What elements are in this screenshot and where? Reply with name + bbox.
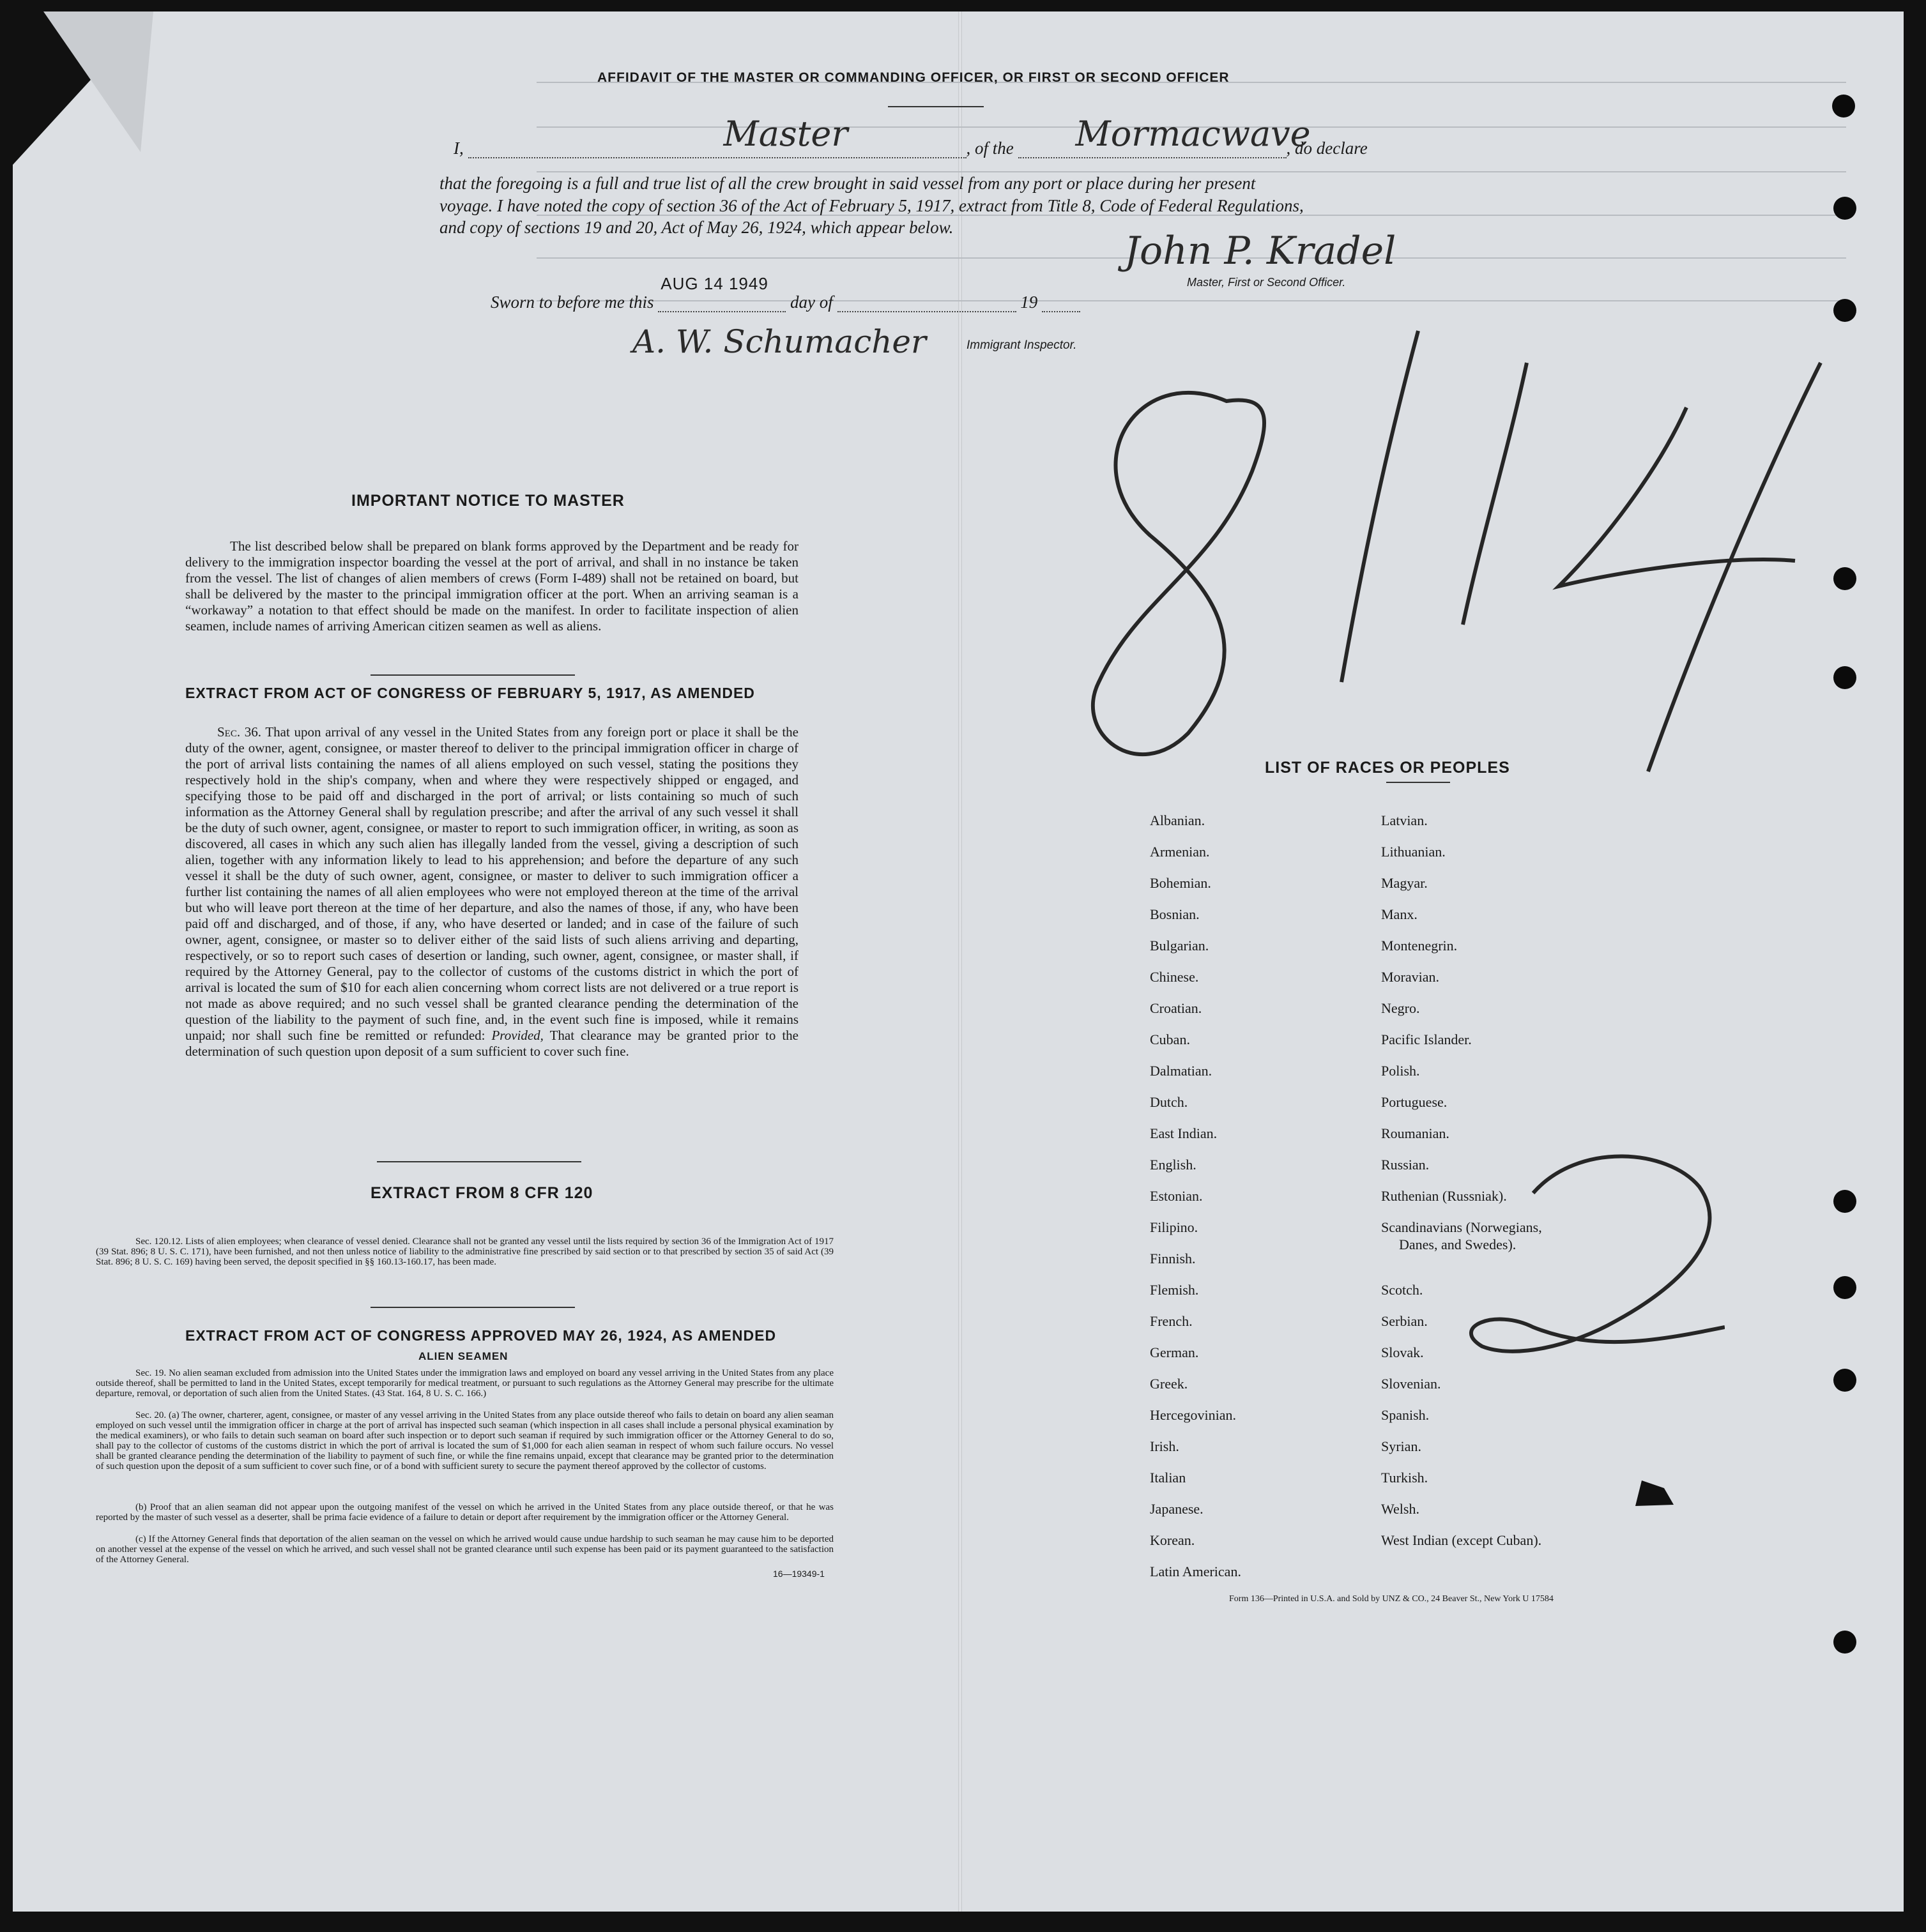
sec-36-text-end: That clearance may be granted prior to the determination of such question upon deposit of a sum sufficient to cover such fine. — [185, 1028, 799, 1059]
race-left-21: Italian — [1150, 1470, 1186, 1486]
race-right-4: Montenegrin. — [1381, 938, 1458, 954]
form-number: 16—19349-1 — [773, 1569, 825, 1579]
race-left-2: Bohemian. — [1150, 875, 1211, 891]
race-left-8: Dalmatian. — [1150, 1063, 1212, 1079]
declaration-line-2: that the foregoing is a full and true list of all the crew brought in said vessel from any port or place during her present — [439, 174, 1256, 193]
sworn-line — [491, 274, 1080, 312]
binder-hole — [1833, 299, 1856, 322]
races-title-underline — [1386, 782, 1450, 783]
alien-seamen-subtitle: ALIEN SEAMEN — [418, 1350, 508, 1362]
binder-hole — [1833, 1631, 1856, 1654]
sworn-month-field — [837, 293, 1016, 312]
sworn-year-field — [1042, 293, 1080, 312]
race-right-15: Scotch. — [1381, 1282, 1423, 1298]
ink-blot — [1629, 1474, 1680, 1512]
race-right-20: Syrian. — [1381, 1438, 1421, 1454]
affidavit-title: AFFIDAVIT OF THE MASTER OR COMMANDING OFFICER, OR FIRST OR SECOND OFFICER — [597, 70, 1230, 85]
date-stamp: AUG 14 1949 — [661, 274, 768, 293]
race-right-8: Polish. — [1381, 1063, 1420, 1079]
sec-36-text: That upon arrival of any vessel in the United States from any foreign port or place it shall be the duty of the owner, agent, consignee, or master thereof to deliver to the principal immigration officer in charge of the port of arrival lists containing the names of all aliens employed on such vessel, stating the positions they respectively hold in the ship's company, when and where they were respectively shipped or engaged, and specifying those to be paid off and discharged in the port of arrival; or lists containing so much of such information as the Attorney General shall by regulation prescribe; and after the arrival of any such vessel it shall be the duty of such owner, agent, consignee, or master to report to such immigration officer, in writing, as soon as discovered, all cases in which any such alien has illegally landed from the vessel, giving a description of such alien, together with any information likely to lead to his apprehension; and before the departure of any such vessel it shall be the duty of such owner, agent, consignee, or master to deliver to such immigration officer a further list containing the names of all alien employees who were not employed thereon at the time of the arrival but who will leave port thereon at the time of her departure, and also the names of those, if any, who have been paid off and discharged, and of those, if any, who have deserted or landed; and in case of the failure of such owner, agent, consignee, or master so to deliver either of the said lists of such aliens arriving and departing, respectively, or so to report such cases of desertion or landing, such owner, agent, consignee, or master shall, if required by the Attorney General, pay to the collector of customs of the customs district in which the port of arrival is located the sum of $10 for each alien concerning whom correct lists are not delivered or a true report is not made as above required; and no such vessel shall be granted clearance pending the determination of the question of the liability to the payment of such fine, and, in the event such fine is imposed, while it remains unpaid; nor shall such fine be remitted or refunded: — [185, 724, 799, 1043]
race-left-18: Greek. — [1150, 1376, 1188, 1392]
race-left-4: Bulgarian. — [1150, 938, 1209, 954]
race-right-10: Roumanian. — [1381, 1125, 1449, 1141]
race-right-6: Negro. — [1381, 1000, 1420, 1016]
race-left-22: Japanese. — [1150, 1501, 1204, 1517]
binder-hole — [1833, 1190, 1856, 1213]
inspector-caption: Immigrant Inspector. — [967, 338, 1077, 352]
race-right-18: Slovenian. — [1381, 1376, 1441, 1392]
officer-handwriting: Master — [723, 114, 848, 154]
race-left-5: Chinese. — [1150, 969, 1199, 985]
sec-19-paragraph: Sec. 19. No alien seaman excluded from admission into the United States under the immigration laws and employed on board any vessel arriving in the United States from any place outside thereof, shall be permitted to land in the United States, except temporarily for medical treatment, or pursuant to such regulations as the Attorney General may prescribe for the ultimate departure, removal, or deportation of such alien from the United States. (43 Stat. 164, 8 U. S. C. 166.) — [96, 1368, 834, 1399]
race-left-9: Dutch. — [1150, 1094, 1188, 1110]
document-sheet — [13, 11, 1904, 1912]
section-divider — [371, 674, 575, 676]
race-left-12: Estonian. — [1150, 1188, 1203, 1204]
sec-36-label: Sec. 36. — [217, 724, 262, 740]
binder-hole — [1833, 197, 1856, 220]
races-title: LIST OF RACES OR PEOPLES — [1265, 759, 1510, 777]
race-right-11: Russian. — [1381, 1157, 1430, 1173]
race-right-3: Manx. — [1381, 906, 1418, 922]
race-left-14: Finnish. — [1150, 1251, 1196, 1266]
binder-hole — [1832, 95, 1855, 118]
race-left-7: Cuban. — [1150, 1031, 1190, 1047]
binder-hole — [1833, 666, 1856, 689]
race-left-1: Armenian. — [1150, 844, 1210, 860]
master-signature: John P. Kradel — [1124, 229, 1396, 273]
race-right-12: Ruthenian (Russniak). — [1381, 1188, 1507, 1204]
year-prefix: 19 — [1020, 293, 1038, 312]
race-right-7: Pacific Islander. — [1381, 1031, 1472, 1047]
sworn-label: Sworn to before me this — [491, 293, 654, 312]
notice-paragraph: The list described below shall be prepared on blank forms approved by the Department and be ready for delivery to the immigration inspector boarding the vessel at the port of arrival, and shall in no instance be taken from the vessel. The list of changes of alien members of crews (Form I-489) shall not be retained on board, but shall be delivered by the master to the principal immigration officer at the port. When an arriving seaman is a “workaway” a notation to that effect should be made on the manifest. In order to facilitate inspection of alien seamen, include names of arriving American citizen seamen as well as aliens. — [185, 538, 799, 634]
race-right-22: Welsh. — [1381, 1501, 1419, 1517]
do-declare-label: , do declare — [1286, 139, 1368, 158]
handwritten-number-2 — [1456, 1136, 1725, 1378]
printer-imprint: Form 136—Printed in U.S.A. and Sold by UNZ & CO., 24 Beaver St., New York U 17584 — [1229, 1594, 1554, 1604]
race-left-6: Croatian. — [1150, 1000, 1202, 1016]
race-right-13: Scandinavians (Norwegians, — [1381, 1219, 1542, 1235]
race-right-2: Magyar. — [1381, 875, 1428, 891]
race-left-19: Hercegovinian. — [1150, 1407, 1236, 1423]
inspector-signature: A. W. Schumacher — [632, 323, 926, 360]
race-left-16: French. — [1150, 1313, 1193, 1329]
of-the-label: , of the — [966, 139, 1014, 158]
ruled-line — [537, 171, 1846, 172]
vessel-field — [1018, 114, 1311, 158]
race-right-19: Spanish. — [1381, 1407, 1430, 1423]
race-left-10: East Indian. — [1150, 1125, 1218, 1141]
binder-hole — [1833, 1276, 1856, 1299]
signature-caption: Master, First or Second Officer. — [1187, 276, 1346, 289]
handwritten-date-8-14 — [1060, 324, 1853, 784]
race-left-23: Korean. — [1150, 1532, 1195, 1548]
declaration-line-1 — [454, 114, 1476, 158]
race-right-16: Serbian. — [1381, 1313, 1428, 1329]
sec-20c-paragraph: (c) If the Attorney General finds that deportation of the alien seaman on the vessel on which he arrived would cause undue hardship to such seaman he may cause him to be deported on another vessel at the expense of the vessel on which he arrived, and such vessel shall not be granted clearance until such expense has been paid or its payment guaranteed to the satisfaction of the Attorney General. — [96, 1534, 834, 1565]
extract-1917-paragraph — [185, 724, 799, 1060]
cfr-paragraph: Sec. 120.12. Lists of alien employees; when clearance of vessel denied. Clearance shall not be granted any vessel until the lists required by section 36 of the Immigration Act of 1917 (39 Stat. 896; 8 U. S. C. 171), have been furnished, and not then unless notice of liability to the administrative fine prescribed by said section or to that prescribed by section 35 of said Act (39 Stat. 896; 8 U. S. C. 169) having been served, the deposit specified in §§ 160.13-160.17, has been made. — [96, 1236, 834, 1267]
provided-word: Provided, — [491, 1028, 544, 1043]
binder-hole — [1833, 1369, 1856, 1392]
race-left-0: Albanian. — [1150, 812, 1205, 828]
notice-title: IMPORTANT NOTICE TO MASTER — [351, 492, 625, 510]
race-right-9: Portuguese. — [1381, 1094, 1448, 1110]
section-divider — [377, 1161, 581, 1162]
race-left-3: Bosnian. — [1150, 906, 1200, 922]
race-right-23: West Indian (except Cuban). — [1381, 1532, 1542, 1548]
folded-corner — [13, 11, 153, 165]
race-left-24: Latin American. — [1150, 1563, 1241, 1579]
sec-20a-paragraph: Sec. 20. (a) The owner, charterer, agent, consignee, or master of any vessel arriving in the United States from any place outside thereof who fails to detain on board any alien seaman employed on such vessel until the immigration officer in charge at the port of arrival has inspected such seaman (which inspection in all cases shall include a personal physical examination by the medical examiners), or who fails to detain such seaman on board after such inspection or to deport such seaman if required by such immigration officer or the Attorney General to do so, shall pay to the collector of customs of the customs district in which the port of arrival is located the sum of $1,000 for each alien seaman in respect of whom such failure occurs. No vessel shall be granted clearance pending the determination of the liability to payment of such fine, or while the fine remains unpaid, except that clearance may be granted prior to the determination of such question upon the deposit of a sum sufficient to cover such fine, or of a bond with sufficient surety to secure the payment thereof approved by the collector of customs. — [96, 1410, 834, 1472]
race-left-11: English. — [1150, 1157, 1196, 1173]
declaration-line-4: and copy of sections 19 and 20, Act of May 26, 1924, which appear below. — [439, 218, 954, 237]
race-left-15: Flemish. — [1150, 1282, 1199, 1298]
race-left-20: Irish. — [1150, 1438, 1179, 1454]
binder-hole — [1833, 567, 1856, 590]
race-right-14: Danes, and Swedes). — [1399, 1236, 1517, 1252]
officer-field — [468, 114, 967, 158]
race-left-17: German. — [1150, 1344, 1199, 1360]
cfr-title: EXTRACT FROM 8 CFR 120 — [371, 1184, 593, 1202]
title-underline — [888, 106, 984, 107]
race-right-17: Slovak. — [1381, 1344, 1424, 1360]
i-label: I, — [454, 139, 464, 158]
extract-1917-title: EXTRACT FROM ACT OF CONGRESS OF FEBRUARY 5, 1917, AS AMENDED — [185, 685, 755, 701]
race-right-1: Lithuanian. — [1381, 844, 1446, 860]
day-of-label: day of — [790, 293, 833, 312]
race-left-13: Filipino. — [1150, 1219, 1198, 1235]
declaration-line-3: voyage. I have noted the copy of section 36 of the Act of February 5, 1917, extract from Title 8, Code of Federal Regulations, — [439, 196, 1304, 215]
vessel-handwriting: Mormacwave — [1075, 114, 1311, 154]
sworn-day-field — [658, 274, 786, 312]
race-right-21: Turkish. — [1381, 1470, 1428, 1486]
sec-20b-paragraph: (b) Proof that an alien seaman did not appear upon the outgoing manifest of the vessel on which he arrived in the United States from any place outside thereof, or that he was reported by the master of such vessel as a deserter, shall be prima facie evidence of a failure to detain or deport after requirement by the immigration officer or the Attorney General. — [96, 1502, 834, 1523]
race-right-0: Latvian. — [1381, 812, 1428, 828]
extract-1924-title: EXTRACT FROM ACT OF CONGRESS APPROVED MAY 26, 1924, AS AMENDED — [185, 1327, 777, 1344]
section-divider — [371, 1307, 575, 1308]
race-right-5: Moravian. — [1381, 969, 1440, 985]
